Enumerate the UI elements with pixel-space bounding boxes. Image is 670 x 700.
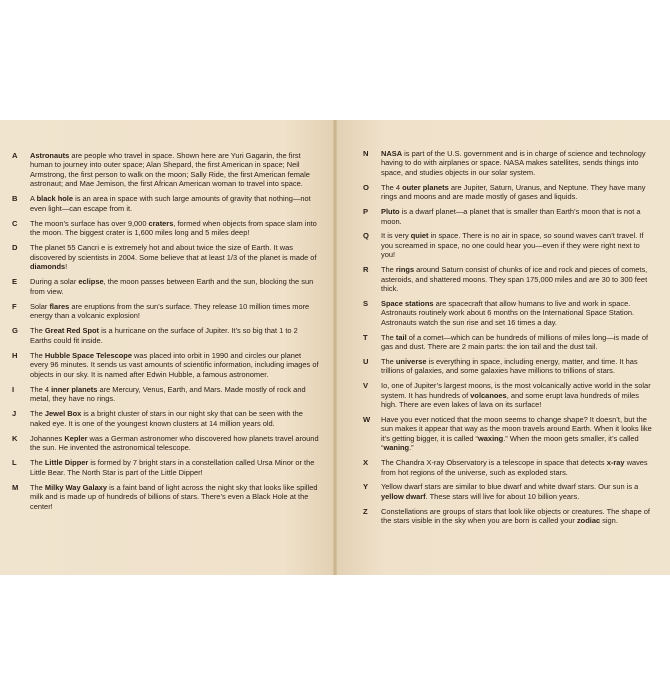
entry-text (30, 243, 321, 271)
entry-z (363, 507, 652, 526)
entry-w (363, 415, 652, 453)
entry-letter: B (12, 194, 18, 204)
entry-keyword: diamonds (30, 262, 66, 272)
entry-letter: Q (363, 231, 369, 241)
entry-letter: A (12, 151, 18, 160)
entry-text-part: , and some erupt lava hundreds of miles high. There are even lakes of lava on its surface! (381, 390, 639, 410)
entry-text (381, 265, 652, 293)
entry-m (12, 483, 321, 511)
entry-text-part: The (30, 458, 45, 468)
entry-text-part: .” When the moon gets smaller, it’s called “ (381, 433, 639, 453)
entry-keyword: universe (395, 356, 427, 366)
entry-keyword: eclipse (78, 277, 104, 287)
entry-text-part: The moon’s surface has over 9,000 (30, 218, 149, 228)
entry-text-part: are Mercury, Venus, Earth, and Mars. Made mostly of rock and metal, they have no rings. (30, 384, 306, 404)
entry-text-part: is a faint band of light across the night sky that looks like spilled milk and is made up of hundreds of billions of stars. There’s even a Black Hole at the center! (30, 482, 318, 511)
entry-text (381, 231, 652, 259)
entry-b (12, 194, 321, 213)
entry-keyword: outer planets (402, 182, 449, 192)
entry-letter: T (363, 332, 368, 342)
entry-text-part: , the moon passes between Earth and the sun, blocking the sun from view. (30, 277, 314, 296)
entry-c (12, 219, 321, 238)
entry-keyword: yellow dwarf (381, 491, 426, 501)
entry-text-part: Solar (30, 301, 50, 311)
entry-letter: P (363, 207, 369, 217)
entry-text-part: is an area in space with such large amounts of gravity that nothing—not even light—can escape from it. (30, 194, 311, 213)
entry-keyword: Jewel Box (44, 409, 82, 419)
entry-letter: I (12, 384, 15, 394)
entry-text-part: The (381, 356, 396, 366)
entry-text-part: The 4 (30, 384, 52, 394)
entry-text-part: During a solar (30, 277, 79, 287)
entry-letter: E (12, 277, 18, 287)
entry-text-part: . These stars will live for about 10 billion years. (425, 491, 580, 501)
entry-keyword: Hubble Space Telescope (44, 350, 132, 360)
entry-text (381, 299, 652, 327)
entry-text (30, 219, 321, 238)
entry-text-part: Yellow dwarf stars are similar to blue dwarf and white dwarf stars. Our sun is a (381, 482, 639, 492)
entry-letter: S (363, 298, 369, 308)
entry-text-part: Johannes (30, 433, 65, 443)
right-page (335, 120, 670, 575)
entry-text-part: ! (65, 262, 68, 272)
entry-text-part: was placed into orbit in 1990 and circles our planet every 96 minutes. It sends us vast amounts of scientific information, including images of objects in our sky. It is named after Edwin Hubble, a famous astronomer. (30, 350, 319, 379)
entry-text-part: is a dwarf planet—a planet that is smaller than Earth’s moon that is not a moon. (381, 207, 641, 226)
entry-text (30, 277, 321, 296)
entry-keyword: Kepler (64, 433, 88, 443)
entry-letter: F (12, 301, 17, 311)
entry-letter: V (363, 381, 369, 391)
entry-i (12, 385, 321, 404)
entry-text (381, 183, 652, 202)
entry-keyword: NASA (381, 149, 403, 158)
entry-keyword: waning (383, 443, 410, 453)
entry-letter: G (12, 326, 18, 336)
entry-v (363, 381, 652, 409)
entry-text-part: in space. There is no air in space, so sound waves can’t travel. If you screamed in space, no one could hear you—even if they were right next to you! (381, 231, 644, 260)
entry-text-part: The (381, 265, 396, 275)
entry-keyword: Astronauts (30, 151, 70, 160)
entry-letter: W (363, 414, 371, 424)
entry-text (381, 482, 652, 501)
entry-d (12, 243, 321, 271)
entry-text-part: , formed when objects from space slam into the moon. The biggest crater is 1,600 miles long and 5 miles deep! (30, 218, 317, 238)
entry-letter: M (12, 482, 19, 492)
entry-letter: J (12, 409, 17, 419)
entry-o (363, 183, 652, 202)
entry-keyword: Little Dipper (44, 458, 89, 468)
entry-keyword: waxing (478, 433, 504, 443)
entry-text-part: sign. (600, 516, 618, 526)
entry-keyword: zodiac (576, 516, 601, 526)
book-gutter (333, 120, 337, 575)
entry-letter: Z (363, 506, 368, 516)
entry-text-part: The 4 (381, 182, 403, 192)
entry-keyword: inner planets (51, 384, 98, 394)
entry-text (381, 415, 652, 453)
entry-letter: U (363, 356, 369, 366)
entry-letter: L (12, 458, 17, 468)
entry-g (12, 326, 321, 345)
entry-q (363, 231, 652, 259)
entry-text (381, 149, 652, 177)
entry-t (363, 333, 652, 352)
entry-text-part: around Saturn consist of chunks of ice and rock and pieces of comets, asteroids, and shattered moons. They span 175,000 miles and are 30 to 300 feet thick. (381, 265, 648, 293)
entry-f (12, 302, 321, 321)
entry-text-part: The Chandra X-ray Observatory is a telescope in space that detects (381, 458, 607, 468)
entry-text (30, 458, 321, 477)
entry-p (363, 207, 652, 226)
entry-keyword: Pluto (381, 207, 400, 217)
entry-text (381, 357, 652, 376)
entry-text-part: waves from hot regions of the universe, such as exploded stars. (381, 458, 648, 477)
entry-text-part: are spacecraft that allow humans to live and work in space. Astronauts routinely work about 6 months on the International Space Station. Astronauts watch the sun rise and set 16 times a day. (381, 298, 635, 327)
entry-text (30, 326, 321, 345)
entry-text (381, 333, 652, 352)
entry-n (363, 149, 652, 177)
entry-text-part: The (30, 409, 45, 419)
entry-letter: O (363, 182, 369, 192)
entry-letter: D (12, 243, 18, 253)
entry-text-part: is formed by 7 bright stars in a constellation called Ursa Minor or the Little Bear. The North Star is part of the Little Dipper! (30, 458, 315, 477)
entry-text (30, 194, 321, 213)
entry-text (381, 507, 652, 526)
entry-keyword: Milky Way Galaxy (44, 482, 108, 492)
entry-text-part: The (30, 482, 45, 492)
entry-k (12, 434, 321, 453)
entry-keyword: rings (395, 265, 415, 275)
entry-keyword: black hole (36, 194, 73, 204)
entry-letter: C (12, 218, 18, 228)
entry-h (12, 351, 321, 379)
entry-text (381, 458, 652, 477)
entry-text (30, 434, 321, 453)
entry-text (30, 483, 321, 511)
entry-letter: N (363, 149, 369, 158)
entry-keyword: flares (49, 301, 70, 311)
entry-text-part: The (30, 326, 45, 336)
entry-text-part: is a bright cluster of stars in our night sky that can be seen with the naked eye. It is one of the youngest known clusters at 14 million years old. (30, 409, 303, 428)
entry-keyword: tail (395, 332, 407, 342)
entry-text-part: The (381, 332, 396, 342)
entry-text-part: are Jupiter, Saturn, Uranus, and Neptune. They have many rings and moons and are made mostly of gases and liquids. (381, 182, 646, 202)
entry-text-part: The planet 55 Cancri e is extremely hot and about twice the size of Earth. It was discovered by scientists in 2004. Some believe that at least 1/3 of the planet is made of (30, 243, 317, 262)
entry-text-part: The (30, 350, 45, 360)
entry-letter: R (363, 265, 369, 275)
entry-text-part: Io, one of Jupiter’s largest moons, is the most volcanically active world in the solar system. It has hundreds of (381, 381, 651, 400)
entry-keyword: volcanoes (470, 390, 507, 400)
entry-l (12, 458, 321, 477)
entry-letter: X (363, 458, 369, 468)
entry-text-part: of a comet—which can be hundreds of millions of miles long—is made of gas and dust. There are 2 main parts: the ion tail and the dust tail. (381, 332, 649, 352)
entry-text-part: Have you ever noticed that the moon seems to change shape? It doesn’t, but the sun makes it appear that way as the moon travels around Earth. When it looks like it’s getting bigger, it is called “ (381, 414, 652, 443)
entry-text (30, 385, 321, 404)
entry-keyword: quiet (410, 231, 429, 241)
entry-letter: Y (363, 482, 369, 492)
entry-letter: K (12, 433, 18, 443)
entry-text-part: Constellations are groups of stars that look like objects or creatures. The shape of the stars visible in the sky when you are born is called your (381, 506, 650, 526)
entry-text (381, 381, 652, 409)
entry-text-part: is a hurricane on the surface of Jupiter. It’s so big that 1 to 2 Earths could fit inside. (30, 326, 298, 345)
entry-text-part: A (30, 194, 37, 204)
entry-text (381, 207, 652, 226)
entry-text-part: is everything in space, including energy, matter, and time. It has trillions of galaxies, and some galaxies have millions to trillions of stars. (381, 356, 638, 376)
entry-r (363, 265, 652, 293)
entry-text-part: was a German astronomer who discovered how planets travel around the sun. He invented the astronomical telescope. (30, 433, 319, 453)
entry-text-part: .” (409, 443, 414, 453)
entry-y (363, 482, 652, 501)
entry-letter: H (12, 350, 18, 360)
entry-e (12, 277, 321, 296)
left-entry-list (12, 151, 321, 511)
entry-a (12, 151, 321, 189)
entry-text-part: are people who travel in space. Shown here are Yuri Gagarin, the first human to journey into outer space; Alan Shepard, the first American in space; Neil Armstrong, the first person to walk on the moon; Sally Ride, the first American female astronaut; and Mae Jemison, the first African American woman to travel into space. (30, 151, 310, 189)
entry-text (30, 302, 321, 321)
entry-u (363, 357, 652, 376)
entry-text (30, 409, 321, 428)
entry-text (30, 351, 321, 379)
entry-keyword: Great Red Spot (44, 326, 100, 336)
entry-text-part: are eruptions from the sun’s surface. They release 10 million times more energy than a volcanic explosion! (30, 301, 310, 321)
entry-j (12, 409, 321, 428)
entry-text-part: It is very (381, 231, 411, 241)
right-entry-list (363, 149, 652, 526)
entry-x (363, 458, 652, 477)
entry-s (363, 299, 652, 327)
entry-keyword: x-ray (606, 458, 625, 468)
left-page (0, 120, 335, 575)
entry-text (30, 151, 321, 189)
entry-text-part: is part of the U.S. government and is in charge of science and technology having to do with airplanes or space. NASA makes satellites, sends things into space, and studies objects in our solar system. (381, 149, 646, 177)
entry-keyword: Space stations (381, 298, 434, 308)
entry-keyword: craters (148, 218, 174, 228)
